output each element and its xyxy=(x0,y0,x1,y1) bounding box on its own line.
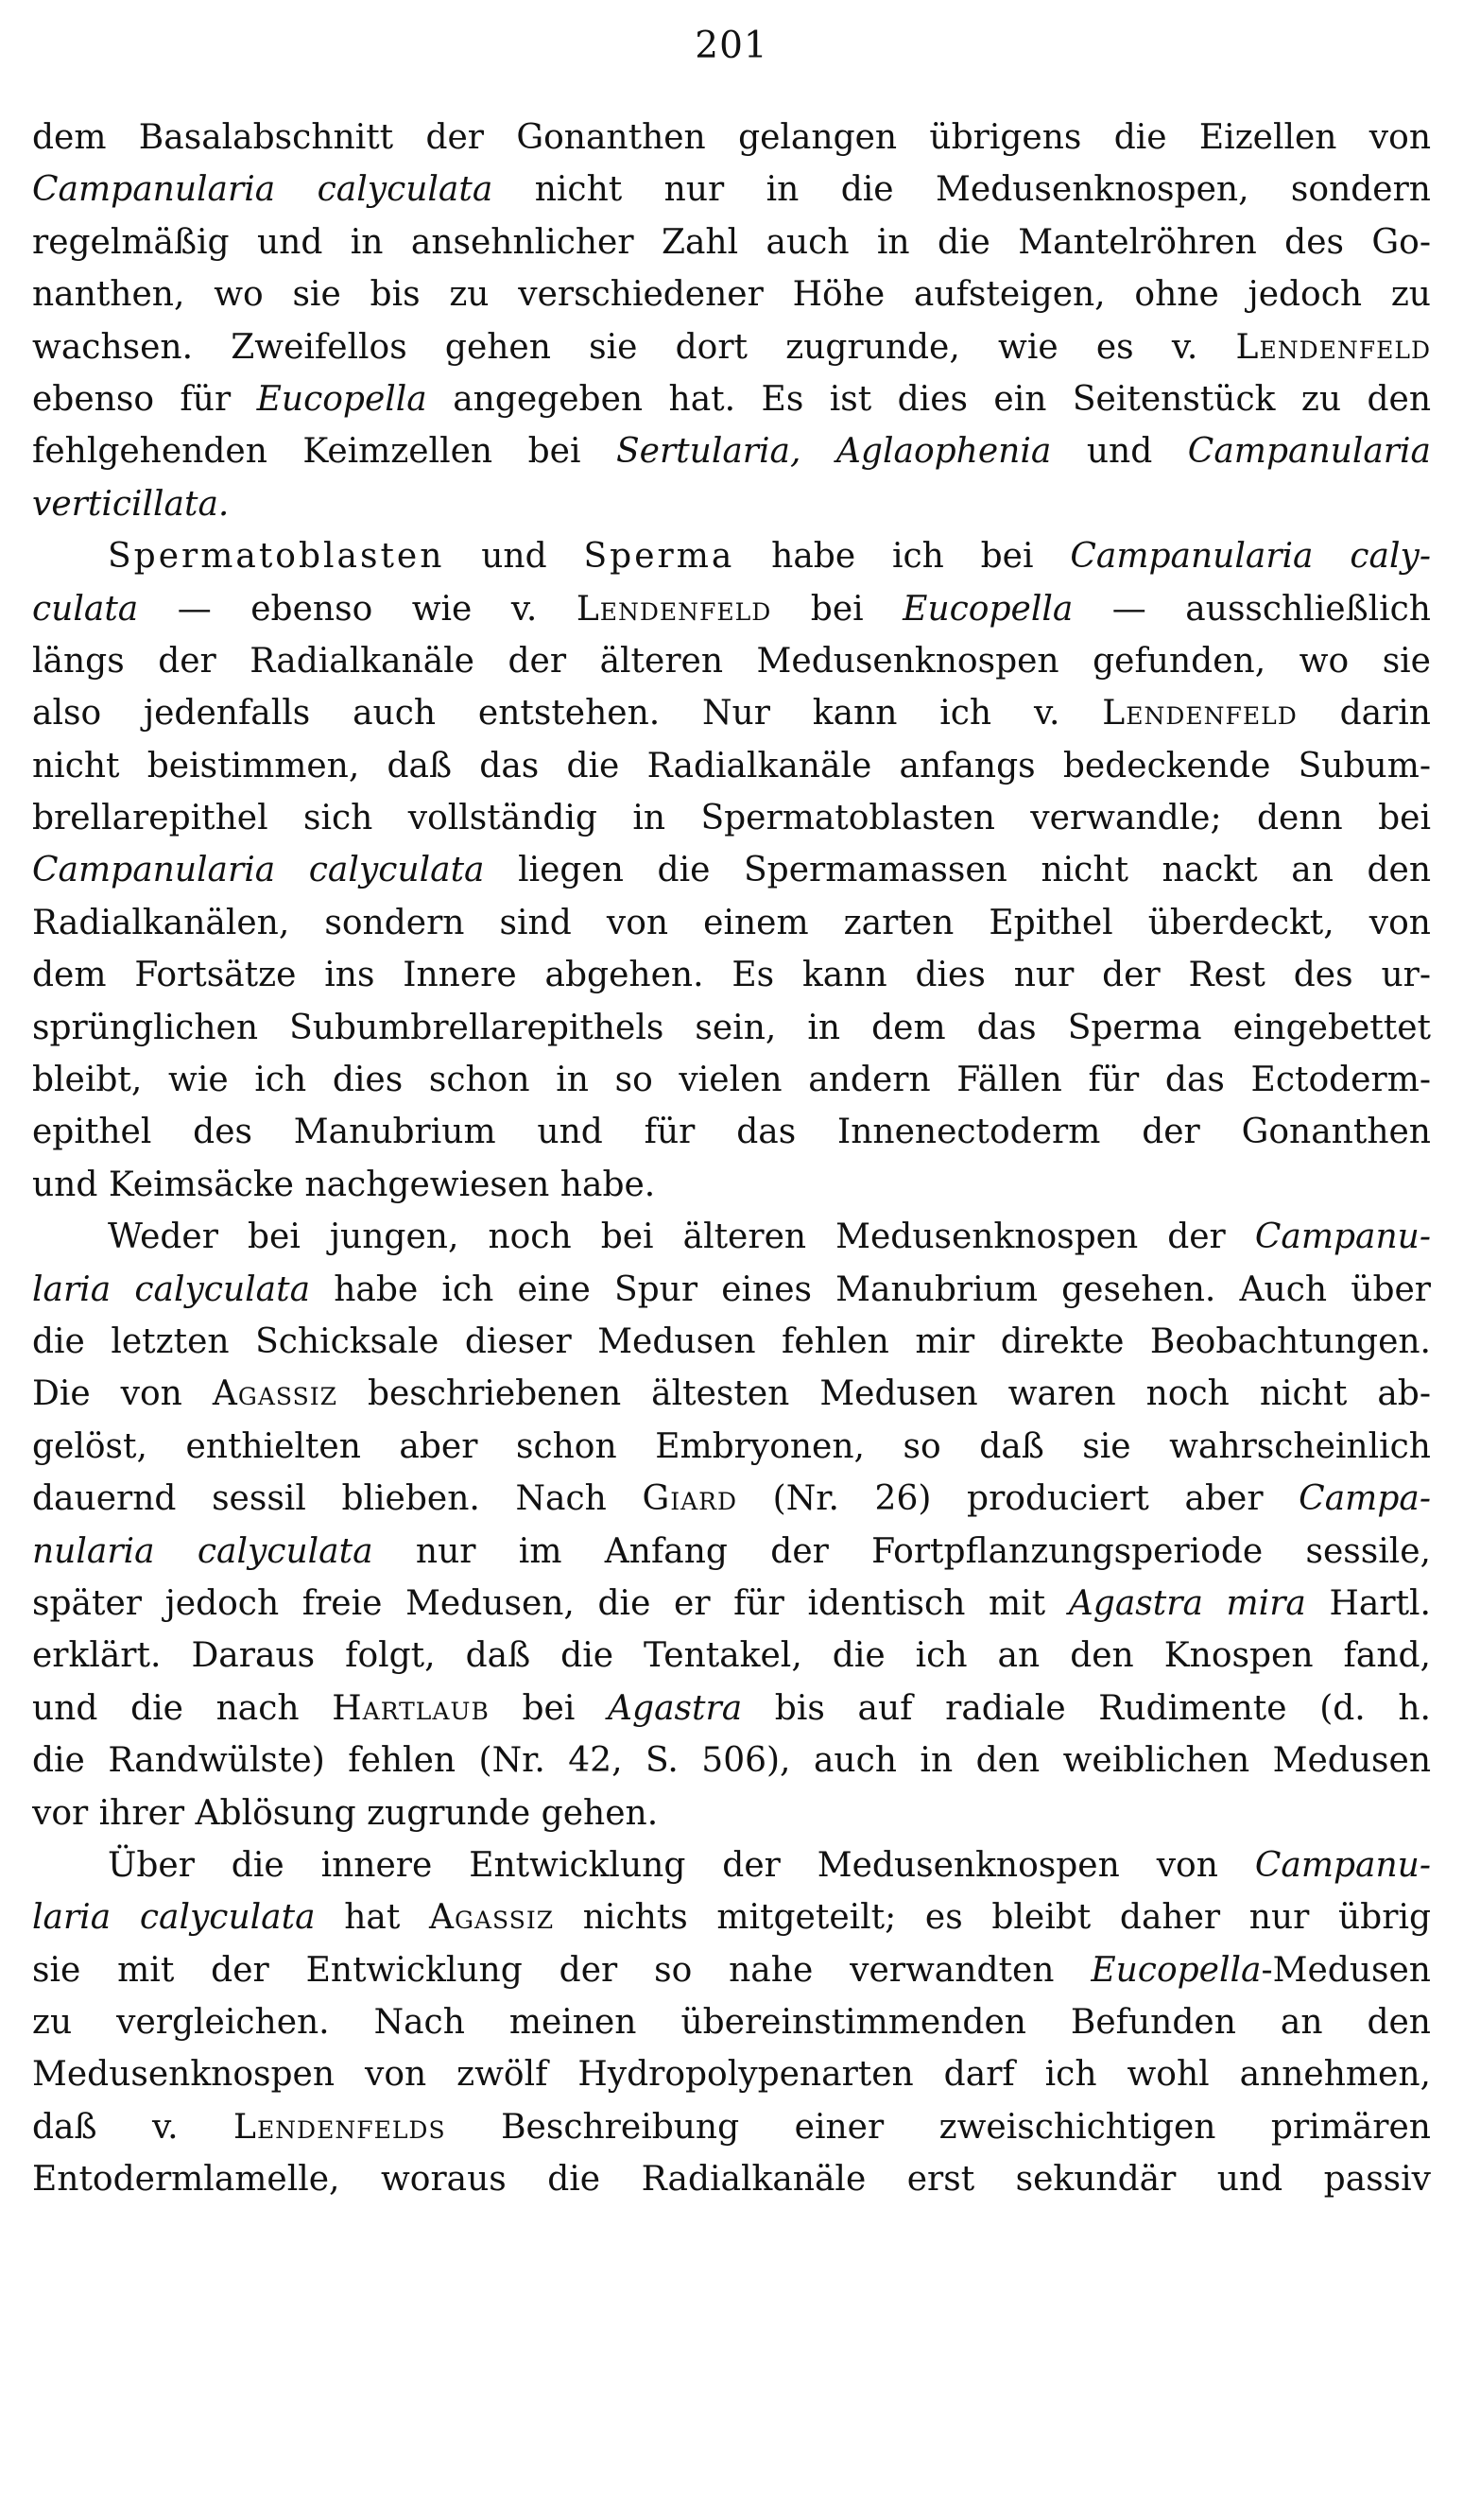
text-line xyxy=(32,1578,1431,1630)
author-name: Lendenfelds xyxy=(233,2107,446,2147)
text-run: brellarepithel sich vollständig in Spermatoblasten verwandle; denn bei xyxy=(32,799,1431,838)
text-run: zu vergleichen. Nach meinen übereinstimmenden Befunden an den xyxy=(32,2003,1431,2043)
text-run: -Medusen xyxy=(1261,1950,1431,1990)
text-line xyxy=(32,112,1431,164)
text-line xyxy=(32,425,1431,477)
author-name: Agassiz xyxy=(212,1374,337,1414)
text-line xyxy=(32,268,1431,320)
text-line xyxy=(32,1630,1431,1682)
italic-taxon: Campanularia caly- xyxy=(1070,537,1431,577)
italic-taxon: Campanularia calyculata xyxy=(32,170,493,210)
text-run: beschriebenen ältesten Medusen waren noch nicht ab- xyxy=(336,1374,1431,1414)
text-line xyxy=(32,1526,1431,1578)
text-line xyxy=(32,164,1431,216)
text-line xyxy=(32,1839,1431,1891)
text-run: epithel des Manubrium und für das Innenectoderm der Gonanthen xyxy=(32,1113,1431,1152)
italic-taxon: Campanu- xyxy=(1254,1217,1431,1257)
text-run: nicht beistimmen, daß das die Radialkanäle anfangs bedeckende Subum- xyxy=(32,746,1431,785)
text-line xyxy=(32,1735,1431,1786)
text-line xyxy=(32,321,1431,373)
text-line xyxy=(32,1211,1431,1263)
text-run: bis auf radiale Rudimente (d. h. xyxy=(742,1688,1431,1728)
text-run: dauernd sessil blieben. Nach xyxy=(32,1479,643,1519)
text-line xyxy=(32,1421,1431,1473)
italic-taxon: culata xyxy=(32,589,139,629)
italic-taxon: laria calyculata xyxy=(32,1269,311,1309)
text-run: Medusenknospen von zwölf Hydropolypenarten darf ich wohl annehmen, xyxy=(32,2055,1431,2095)
text-run: die Randwülste) fehlen (Nr. 42, S. 506), auch in den weiblichen Medusen xyxy=(32,1741,1431,1781)
text-run: nanthen, wo sie bis zu verschiedener Höhe aufsteigen, ohne jedoch zu xyxy=(32,275,1431,315)
text-run: habe ich bei xyxy=(734,537,1071,577)
text-line xyxy=(32,1787,1431,1839)
text-run: erklärt. Daraus folgt, daß die Tentakel, die ich an den Knospen fand, xyxy=(32,1636,1431,1676)
text-line xyxy=(32,216,1431,268)
text-run: Entodermlamelle, woraus die Radialkanäle erst sekundär und passiv xyxy=(32,2160,1431,2200)
text-run: hat xyxy=(315,1898,429,1938)
text-line xyxy=(32,2101,1431,2153)
text-line xyxy=(32,635,1431,687)
text-run: Weder bei jungen, noch bei älteren Medusenknospen der xyxy=(108,1217,1255,1257)
text-line xyxy=(32,949,1431,1001)
text-line xyxy=(32,2048,1431,2100)
text-run: und xyxy=(444,537,584,577)
text-line xyxy=(32,740,1431,792)
italic-taxon: Agastra xyxy=(608,1688,743,1728)
text-run: später jedoch freie Medusen, die er für identisch mit xyxy=(32,1583,1069,1623)
text-run: vor ihrer Ablösung zugrunde gehen. xyxy=(32,1793,659,1833)
spaced-term: Spermatoblasten xyxy=(108,537,445,577)
text-line xyxy=(32,1473,1431,1525)
text-run: nur im Anfang der Fortpflanzungsperiode sessile, xyxy=(372,1531,1431,1571)
text-line xyxy=(32,687,1431,739)
text-line xyxy=(32,1002,1431,1054)
text-run: und Keimsäcke nachgewiesen habe. xyxy=(32,1165,656,1204)
text-line xyxy=(32,373,1431,425)
text-run: wachsen. Zweifellos gehen sie dort zugrunde, wie es v. xyxy=(32,327,1236,367)
text-run: ebenso für xyxy=(32,379,257,419)
page-number: 201 xyxy=(695,25,768,67)
text-run: darin xyxy=(1297,694,1431,734)
text-run: sprünglichen Subumbrellarepithels sein, in dem das Sperma eingebettet xyxy=(32,1008,1431,1047)
text-line xyxy=(32,478,1431,530)
author-name: Lendenfeld xyxy=(576,589,772,629)
text-run: regelmäßig und in ansehnlicher Zahl auch in die Mantelröhren des Go- xyxy=(32,222,1431,262)
text-run: Hartl. xyxy=(1305,1583,1431,1623)
italic-taxon: Eucopella xyxy=(1091,1950,1262,1990)
italic-taxon: Campanularia calyculata xyxy=(32,851,485,890)
document-page xyxy=(32,0,1431,2520)
italic-taxon: Campanu- xyxy=(1254,1845,1431,1885)
text-run: fehlgehenden Keimzellen bei xyxy=(32,432,616,472)
text-run: bleibt, wie ich dies schon in so vielen andern Fällen für das Ectoderm- xyxy=(32,1061,1431,1100)
italic-taxon: verticillata. xyxy=(32,484,230,524)
text-run: längs der Radialkanäle der älteren Medusenknospen gefunden, wo sie xyxy=(32,641,1431,681)
text-run: also jedenfalls auch entstehen. Nur kann ich v. xyxy=(32,694,1103,734)
author-name: Giard xyxy=(642,1479,738,1519)
text-run: Über die innere Entwicklung der Medusenknospen von xyxy=(108,1845,1255,1885)
text-line xyxy=(32,1264,1431,1316)
text-run: bei xyxy=(489,1688,609,1728)
author-name: Lendenfeld xyxy=(1235,327,1431,367)
author-name: Hartlaub xyxy=(332,1688,490,1728)
text-run: daß v. xyxy=(32,2107,234,2147)
italic-taxon: Campanularia xyxy=(1187,432,1431,472)
text-line xyxy=(32,1159,1431,1211)
text-run: Beschreibung einer zweischichtigen primären xyxy=(445,2107,1431,2147)
author-name: Lendenfeld xyxy=(1102,694,1298,734)
text-run: (Nr. 26) produciert aber xyxy=(737,1479,1299,1519)
text-run: Die von xyxy=(32,1374,213,1414)
italic-taxon: Agastra mira xyxy=(1068,1583,1306,1623)
text-run: Radialkanälen, sondern sind von einem zarten Epithel überdeckt, von xyxy=(32,903,1431,942)
italic-taxon: laria calyculata xyxy=(32,1898,316,1938)
text-run: und xyxy=(1051,432,1188,472)
text-run: angegeben hat. Es ist dies ein Seitenstück zu den xyxy=(426,379,1431,419)
italic-taxon: Eucopella xyxy=(256,379,427,419)
text-line xyxy=(32,1944,1431,1996)
text-line xyxy=(32,1891,1431,1943)
text-line xyxy=(32,844,1431,896)
text-run: die letzten Schicksale dieser Medusen fehlen mir direkte Beobachtungen. xyxy=(32,1321,1431,1361)
text-run: liegen die Spermamassen nicht nackt an den xyxy=(484,851,1431,890)
text-run: — ausschließlich xyxy=(1073,589,1431,629)
text-line xyxy=(32,530,1431,582)
text-run: nichts mitgeteilt; es bleibt daher nur übrig xyxy=(554,1898,1431,1938)
text-run: dem Fortsätze ins Innere abgehen. Es kann dies nur der Rest des ur- xyxy=(32,956,1431,995)
text-line xyxy=(32,1683,1431,1735)
text-line xyxy=(32,897,1431,949)
italic-taxon: Eucopella xyxy=(903,589,1074,629)
italic-taxon: nularia calyculata xyxy=(32,1531,373,1571)
spaced-term: Sperma xyxy=(583,537,735,577)
text-line xyxy=(32,1996,1431,2048)
text-line xyxy=(32,1368,1431,1420)
author-name: Agassiz xyxy=(429,1898,555,1938)
text-line xyxy=(32,583,1431,635)
text-run: bei xyxy=(771,589,904,629)
text-run: gelöst, enthielten aber schon Embryonen, so daß sie wahrscheinlich xyxy=(32,1426,1431,1466)
text-run: dem Basalabschnitt der Gonanthen gelangen übrigens die Eizellen von xyxy=(32,118,1431,157)
text-line xyxy=(32,792,1431,844)
italic-taxon: Campa- xyxy=(1299,1479,1431,1519)
body-text xyxy=(32,112,1431,2206)
text-line xyxy=(32,1106,1431,1158)
text-line xyxy=(32,2153,1431,2205)
italic-taxon: Sertularia, Aglaophenia xyxy=(615,432,1052,472)
text-run: sie mit der Entwicklung der so nahe verwandten xyxy=(32,1950,1092,1990)
text-line xyxy=(32,1316,1431,1368)
text-run: habe ich eine Spur eines Manubrium gesehen. Auch über xyxy=(310,1269,1431,1309)
text-run: — ebenso wie v. xyxy=(138,589,577,629)
text-line xyxy=(32,1054,1431,1106)
text-run: und die nach xyxy=(32,1688,333,1728)
text-run: nicht nur in die Medusenknospen, sondern xyxy=(492,170,1431,210)
